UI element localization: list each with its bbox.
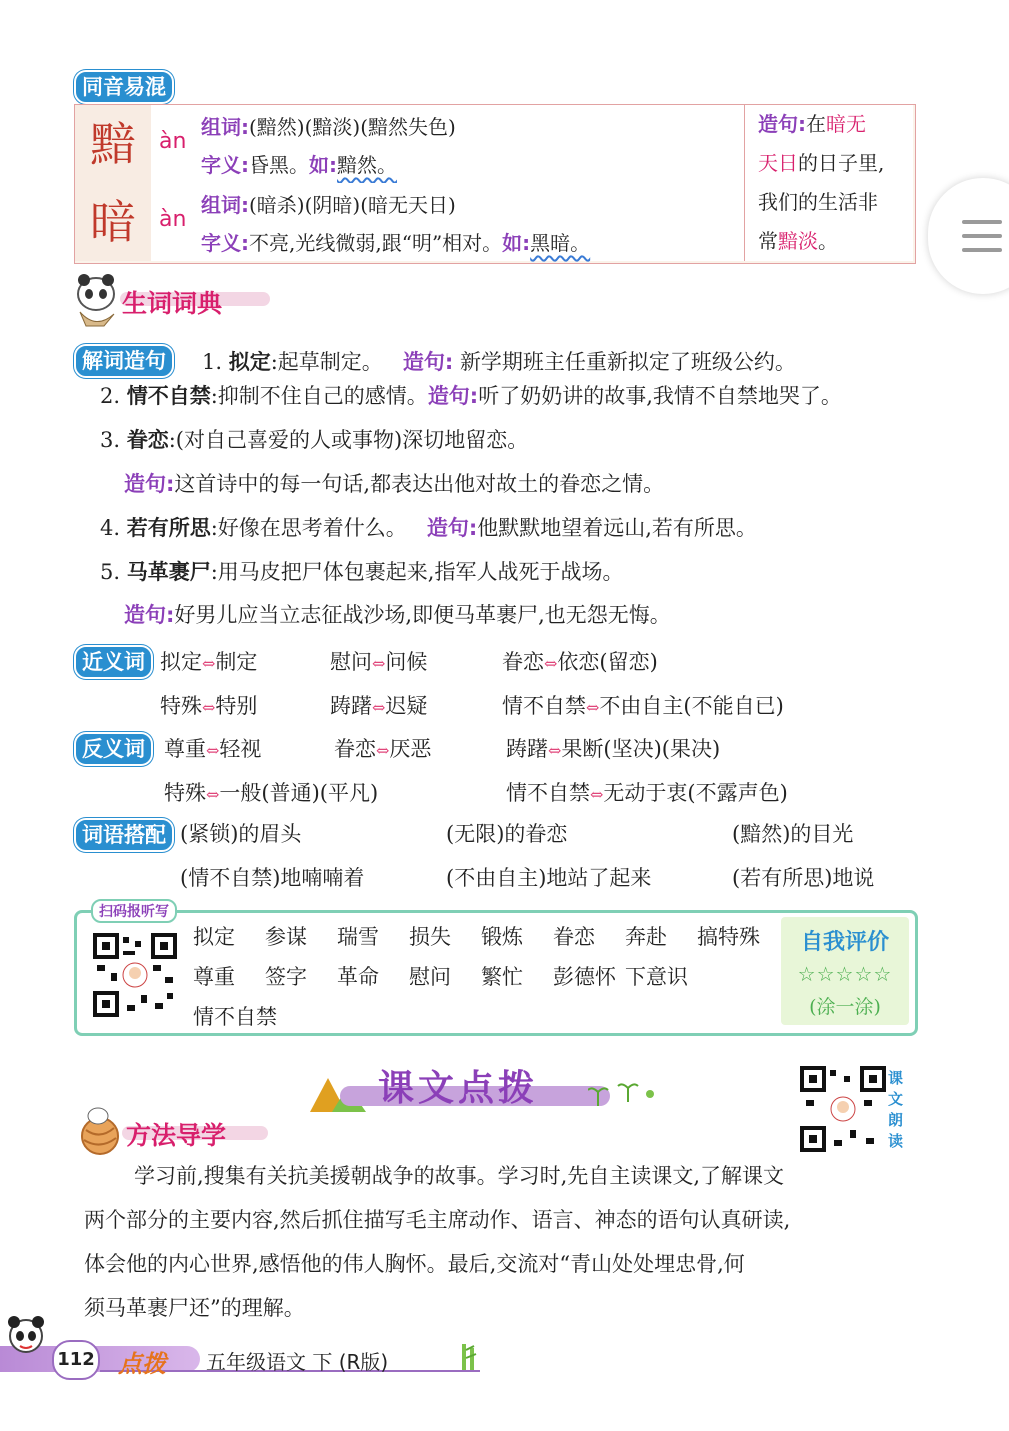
word-a: 踌躇 xyxy=(330,694,372,718)
word-a: 情不自禁 xyxy=(506,781,590,805)
method-line-2: 两个部分的主要内容,然后抓住描写毛主席动作、语言、神态的语句认真研读, xyxy=(84,1208,791,1232)
page-footer xyxy=(0,1338,480,1378)
method-section-header xyxy=(74,1104,274,1160)
item-num: 3. xyxy=(100,428,121,452)
synonym-pair xyxy=(502,648,658,678)
word-b: 问候 xyxy=(385,650,428,674)
item-sentence: 这首诗中的每一句话,都表达出他对故土的眷恋之情。 xyxy=(174,472,665,496)
ziyi-text: 不亮,光线微弱,跟“明”相对。 xyxy=(249,231,503,255)
collocation-item: (不由自主)地站了起来 xyxy=(446,866,652,890)
sentence-part: 。 xyxy=(818,229,838,253)
example-text: 黑暗。 xyxy=(530,231,591,255)
method-line-1: 学习前,搜集有关抗美援朝战争的故事。学习时,先自主读课文,了解课文 xyxy=(134,1164,785,1188)
synonyms-label: 近义词 xyxy=(74,645,153,679)
antonym-pair xyxy=(334,735,431,765)
item-def: :抑制不住自己的感情。 xyxy=(210,384,428,408)
antonyms-label-badge xyxy=(74,732,153,766)
item-sentence: 新学期班主任重新拟定了班级公约。 xyxy=(459,350,796,374)
word-a: 特殊 xyxy=(164,781,206,805)
item-num: 2. xyxy=(100,384,121,408)
word-a: 眷恋 xyxy=(502,650,544,674)
dictation-word: 签字 xyxy=(265,965,307,989)
sentence-label: 造句: xyxy=(426,516,478,540)
ziyi-line-2 xyxy=(201,227,590,256)
pinyin-1: àn xyxy=(159,129,187,154)
zuci-text: (暗杀)(阴暗)(暗无天日) xyxy=(249,193,456,217)
item-num: 1. xyxy=(202,350,223,374)
dictation-word: 奔赴 xyxy=(625,925,667,949)
self-evaluation xyxy=(781,917,909,1025)
word-b: 迟疑 xyxy=(385,694,428,718)
char-cell-1: 黯 xyxy=(75,105,152,184)
ru-label: 如: xyxy=(309,153,337,177)
lesson-qr-code-icon[interactable] xyxy=(800,1066,886,1152)
collocations-label: 词语搭配 xyxy=(74,818,174,852)
double-arrow-icon: ⇔ xyxy=(590,785,604,804)
collocation-item: (情不自禁)地喃喃着 xyxy=(180,866,365,890)
lesson-banner xyxy=(300,1052,670,1122)
yarn-cat-icon xyxy=(74,1106,124,1156)
dictation-word: 拟定 xyxy=(193,925,235,949)
explain-item-3-sentence xyxy=(124,470,664,498)
double-arrow-icon: ⇔ xyxy=(544,654,558,673)
homophone-label: 同音易混 xyxy=(74,70,174,104)
homophone-table xyxy=(74,104,916,264)
double-arrow-icon: ⇔ xyxy=(372,654,386,673)
homophone-sentence xyxy=(745,105,913,261)
method-section-title: 方法导学 xyxy=(126,1121,227,1150)
double-arrow-icon: ⇔ xyxy=(586,698,600,717)
char-cell-2: 暗 xyxy=(75,183,152,261)
lesson-banner-title: 课文点拨 xyxy=(378,1068,539,1109)
explain-item-1 xyxy=(202,348,796,376)
zuci-label: 组词: xyxy=(201,115,249,139)
word-a: 尊重 xyxy=(164,737,206,761)
vocab-section-title: 生词词典 xyxy=(122,289,223,318)
explain-item-5 xyxy=(100,558,623,586)
item-sentence: 他默默地望着远山,若有所思。 xyxy=(477,516,757,540)
synonym-pair xyxy=(160,692,257,722)
item-sentence: 听了奶奶讲的故事,我情不自禁地哭了。 xyxy=(478,384,842,408)
dictation-tag: 扫码报听写 xyxy=(91,899,177,923)
sentence-part: 常 xyxy=(758,229,778,253)
qr-code-icon[interactable] xyxy=(93,933,177,1017)
word-a: 眷恋 xyxy=(334,737,376,761)
collocation-item: (紧锁)的眉头 xyxy=(180,822,302,846)
dictation-word: 革命 xyxy=(337,965,379,989)
item-def: :好像在思考着什么。 xyxy=(210,516,407,540)
panda-icon xyxy=(74,272,122,330)
antonym-pair xyxy=(506,735,720,765)
dictation-word: 尊重 xyxy=(193,965,235,989)
ru-label: 如: xyxy=(502,231,531,255)
ziyi-label: 字义: xyxy=(201,153,249,177)
dictation-word: 眷恋 xyxy=(553,925,595,949)
dictation-word: 搞特殊 xyxy=(697,925,760,949)
dictation-word: 情不自禁 xyxy=(193,1005,277,1029)
word-a: 踌躇 xyxy=(506,737,548,761)
sprout-icon xyxy=(588,1078,658,1108)
method-line-4: 须马革裹尸还”的理解。 xyxy=(84,1296,305,1320)
vocab-section-header xyxy=(74,272,274,332)
sentence-part: 在 xyxy=(806,112,826,136)
dictation-box xyxy=(74,904,918,1036)
ziyi-line-1 xyxy=(201,149,397,178)
pinyin-2: àn xyxy=(159,207,187,232)
sentence-highlight: 暗无 xyxy=(826,112,866,136)
item-word: 眷恋 xyxy=(126,428,169,452)
item-word: 拟定 xyxy=(228,350,271,374)
explain-item-3 xyxy=(100,426,528,454)
homophone-row-2 xyxy=(151,183,745,261)
self-eval-title: 自我评价 xyxy=(800,930,889,955)
explain-label: 解词造句 xyxy=(74,344,174,378)
word-b: 不由自主(不能自已) xyxy=(599,694,784,718)
hamburger-icon xyxy=(962,216,1006,256)
sentence-label: 造句: xyxy=(402,350,454,374)
item-sentence: 好男儿应当立志征战沙场,即便马革裹尸,也无怨无悔。 xyxy=(174,603,671,627)
dictation-word: 彭德怀 xyxy=(553,965,616,989)
word-b: 一般(普通)(平凡) xyxy=(219,781,379,805)
lesson-qr-label: 课文朗读 xyxy=(888,1069,904,1150)
sentence-part: 我们的生活非 xyxy=(758,190,878,214)
sentence-label: 造句: xyxy=(758,112,806,136)
explain-item-5-sentence xyxy=(124,601,671,629)
synonym-pair xyxy=(502,692,784,722)
sentence-label: 造句: xyxy=(124,603,175,627)
collocation-item: (黯然)的目光 xyxy=(732,822,854,846)
double-arrow-icon: ⇔ xyxy=(202,654,216,673)
explain-item-2 xyxy=(100,382,842,410)
word-b: 果断(坚决)(果决) xyxy=(561,737,721,761)
explain-item-4 xyxy=(100,514,757,542)
self-eval-note: (涂一涂) xyxy=(809,996,881,1018)
zuci-text: (黯然)(黯淡)(黯然失色) xyxy=(249,115,456,139)
word-a: 特殊 xyxy=(160,694,202,718)
homophone-label-badge xyxy=(74,70,174,104)
dictation-word: 锻炼 xyxy=(481,925,523,949)
sentence-label: 造句: xyxy=(124,472,175,496)
item-num: 5. xyxy=(100,560,121,584)
word-b: 轻视 xyxy=(219,737,262,761)
word-a: 慰问 xyxy=(330,650,372,674)
double-arrow-icon: ⇔ xyxy=(548,741,562,760)
double-arrow-icon: ⇔ xyxy=(206,785,220,804)
sentence-highlight: 黯淡 xyxy=(778,229,818,253)
dictation-word: 下意识 xyxy=(625,965,688,989)
sentence-label: 造句: xyxy=(427,384,479,408)
zuci-line-2 xyxy=(201,189,456,218)
example-text: 黯然。 xyxy=(337,153,397,177)
collocation-item: (无限)的眷恋 xyxy=(446,822,568,846)
item-word: 马革裹尸 xyxy=(126,560,211,584)
bamboo-icon xyxy=(458,1342,480,1372)
item-def: :起草制定。 xyxy=(270,350,383,374)
word-b: 制定 xyxy=(215,650,258,674)
synonyms-label-badge xyxy=(74,645,153,679)
dictation-word: 瑞雪 xyxy=(337,925,379,949)
antonym-pair xyxy=(506,779,788,809)
antonyms-label: 反义词 xyxy=(74,732,153,766)
item-word: 若有所思 xyxy=(126,516,211,540)
dictation-word: 参谋 xyxy=(265,925,307,949)
zuci-line-1 xyxy=(201,111,456,140)
ziyi-label: 字义: xyxy=(201,231,249,255)
zuci-label: 组词: xyxy=(201,193,249,217)
double-arrow-icon: ⇔ xyxy=(202,698,216,717)
item-def: :用马皮把尸体包裹起来,指军人战死于战场。 xyxy=(210,560,624,584)
item-num: 4. xyxy=(100,516,121,540)
brand-logo-text: 点拨 xyxy=(118,1349,166,1378)
homophone-row-1 xyxy=(151,105,745,184)
synonym-pair xyxy=(330,648,427,678)
word-b: 依恋(留恋) xyxy=(557,650,658,674)
double-arrow-icon: ⇔ xyxy=(206,741,220,760)
menu-button[interactable] xyxy=(928,178,1009,294)
word-b: 厌恶 xyxy=(389,737,432,761)
dictation-word: 繁忙 xyxy=(481,965,523,989)
item-def: :(对自己喜爱的人或事物)深切地留恋。 xyxy=(168,428,529,452)
word-a: 拟定 xyxy=(160,650,202,674)
star-rating[interactable]: ☆☆☆☆☆ xyxy=(797,962,893,986)
double-arrow-icon: ⇔ xyxy=(372,698,386,717)
item-word: 情不自禁 xyxy=(126,384,211,408)
explain-label-badge xyxy=(74,344,174,378)
ziyi-text: 昏黑。 xyxy=(249,153,309,177)
dictation-word: 慰问 xyxy=(409,965,451,989)
synonym-pair xyxy=(160,648,257,678)
dictation-word: 损失 xyxy=(409,925,451,949)
method-line-3: 体会他的内心世界,感悟他的伟人胸怀。最后,交流对“青山处处埋忠骨,何 xyxy=(84,1252,745,1276)
page-number: 112 xyxy=(52,1340,100,1380)
book-title: 五年级语文 下 (R版) xyxy=(206,1350,389,1374)
collocations-label-badge xyxy=(74,818,174,852)
panda-mascot-icon xyxy=(4,1312,48,1356)
synonym-pair xyxy=(330,692,427,722)
word-a: 情不自禁 xyxy=(502,694,586,718)
antonym-pair xyxy=(164,735,261,765)
double-arrow-icon: ⇔ xyxy=(376,741,390,760)
collocation-item: (若有所思)地说 xyxy=(732,866,875,890)
word-b: 特别 xyxy=(215,694,258,718)
sentence-highlight: 天日 xyxy=(758,151,798,175)
sentence-part: 的日子里, xyxy=(798,151,885,175)
antonym-pair xyxy=(164,779,378,809)
word-b: 无动于衷(不露声色) xyxy=(603,781,788,805)
